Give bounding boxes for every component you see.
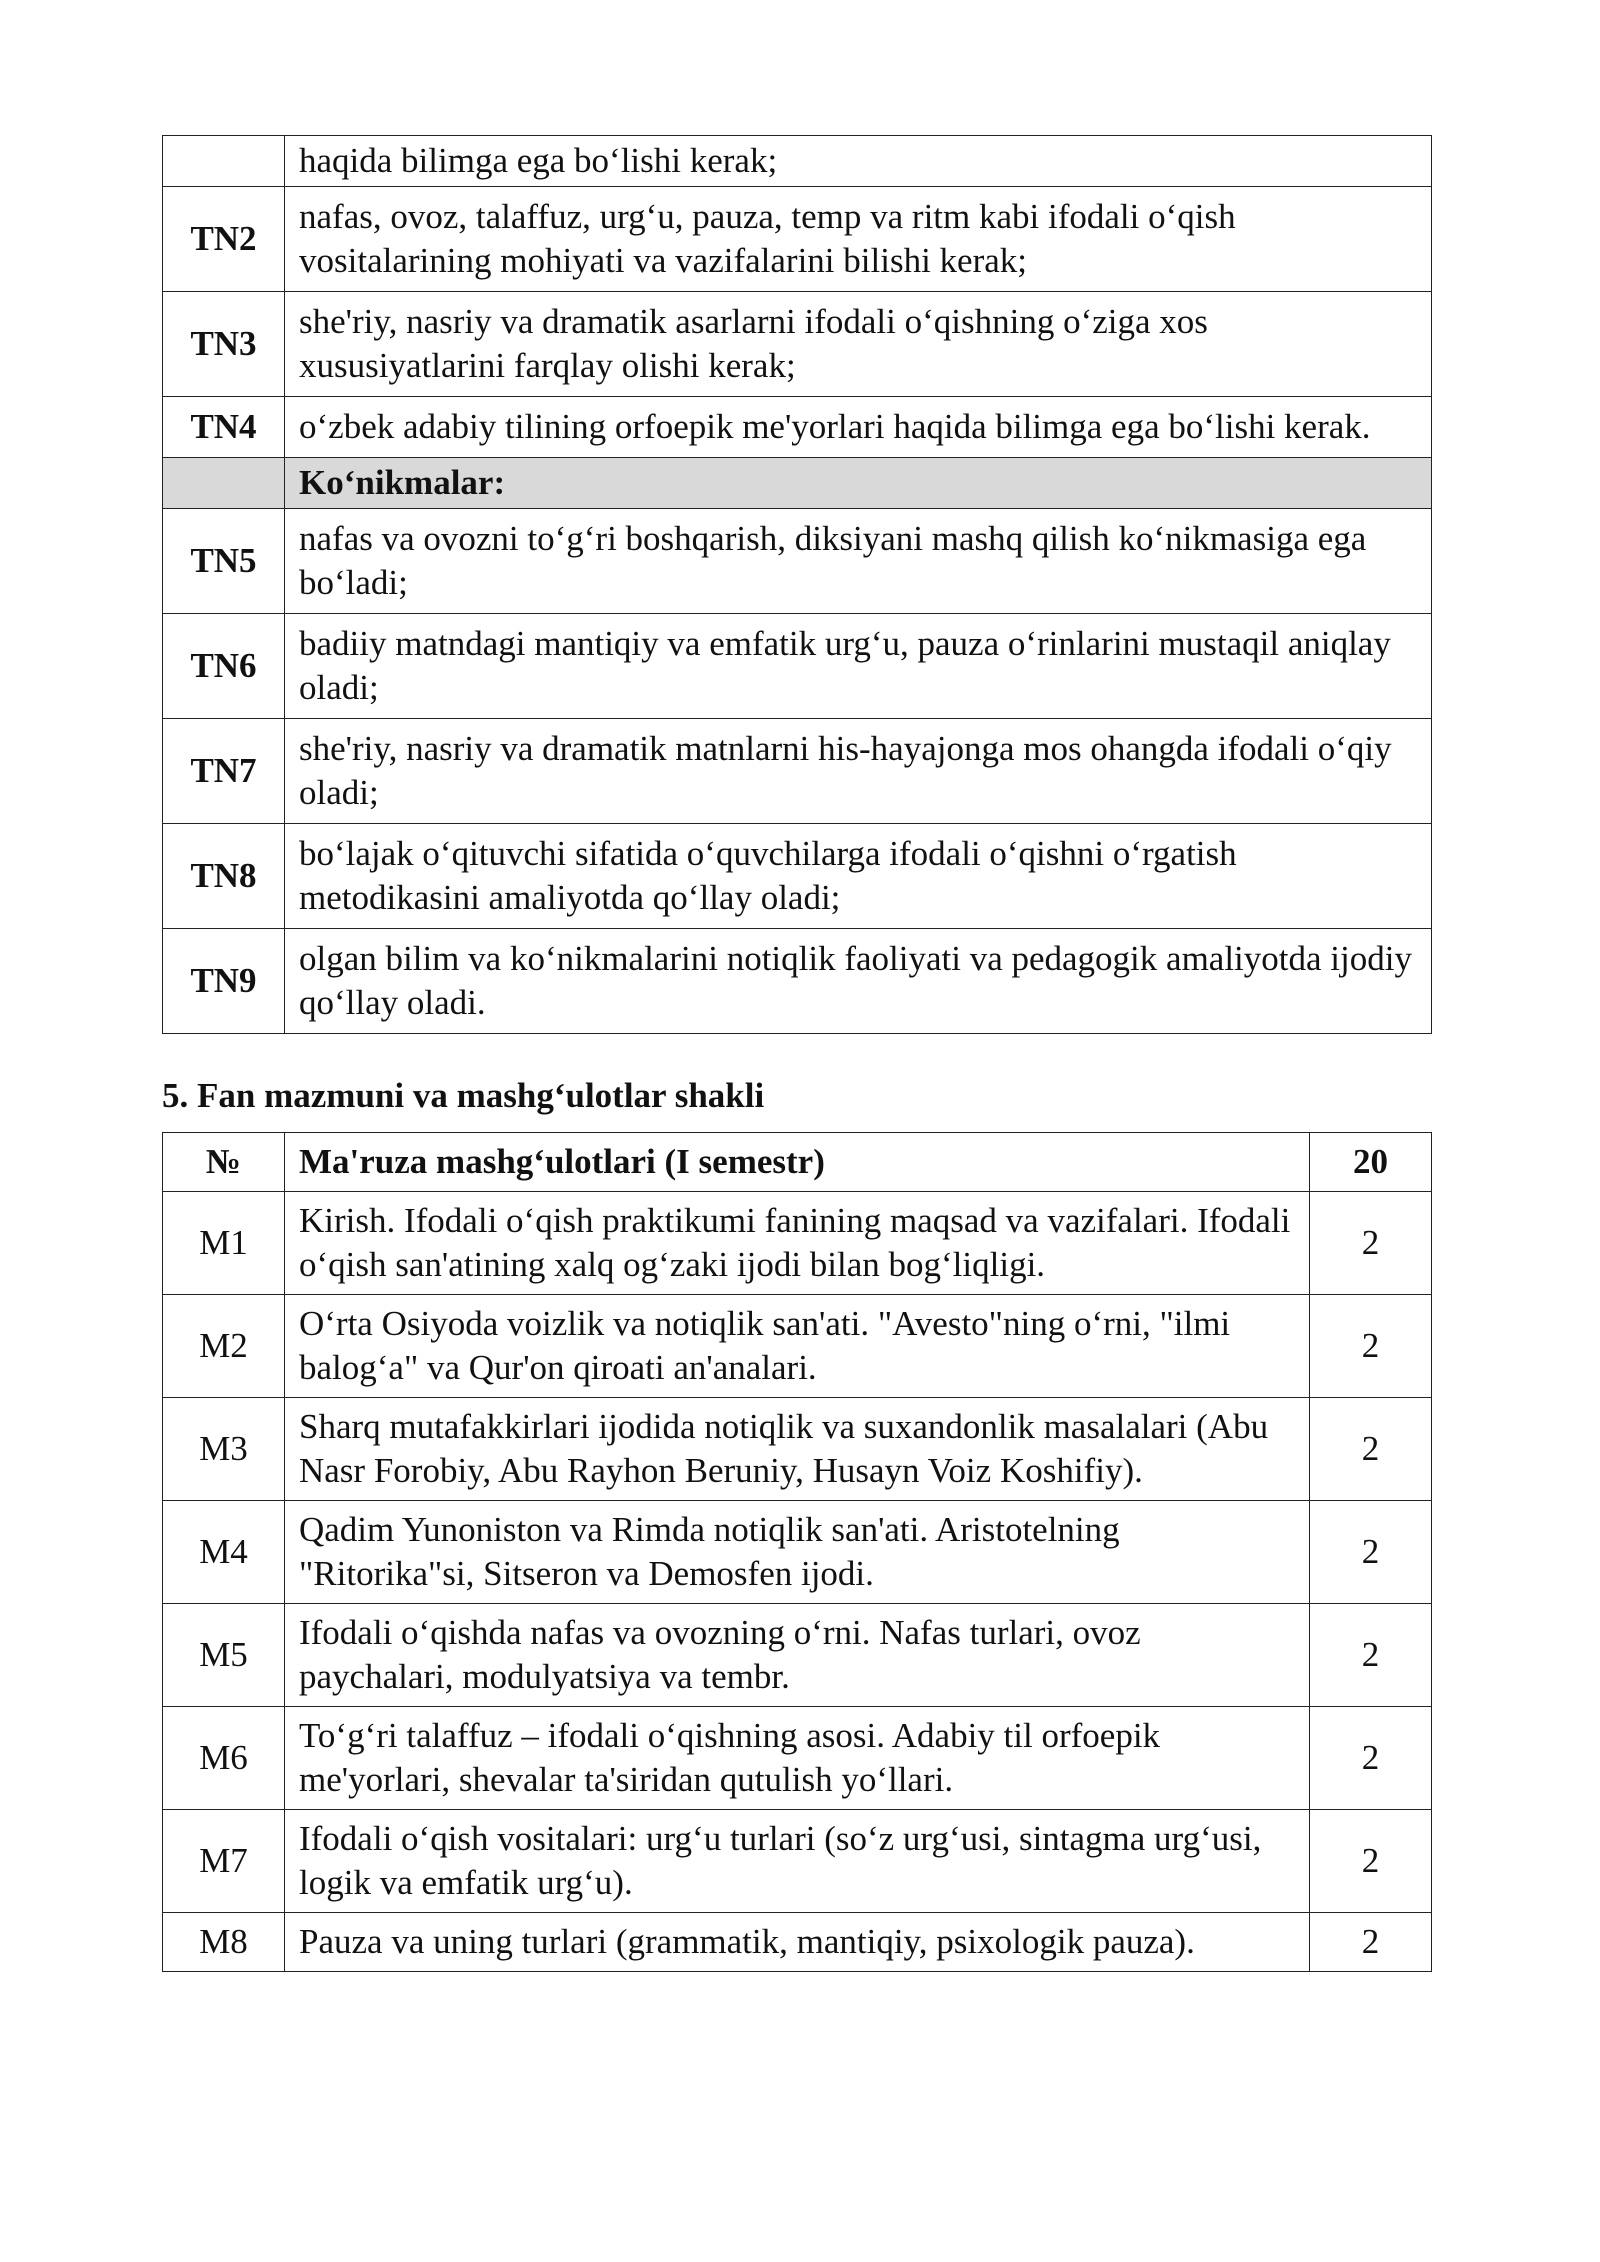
outcome-text: olgan bilim va ko‘nikmalarini notiqlik faoliyati va pedagogik amaliyotda ijodiy qo‘llay oladi.: [285, 929, 1432, 1034]
lecture-hours: 2: [1310, 1501, 1432, 1604]
outcome-code: [163, 136, 285, 187]
table-row: [163, 719, 1432, 824]
outcome-text: nafas va ovozni to‘g‘ri boshqarish, diksiyani mashq qilish ko‘nikmasiga ega bo‘ladi;: [285, 509, 1432, 614]
lecture-hours: 2: [1310, 1604, 1432, 1707]
lecture-hours: 2: [1310, 1192, 1432, 1295]
table-row: [163, 1398, 1432, 1501]
table-row: [163, 1604, 1432, 1707]
lecture-hours: 2: [1310, 1810, 1432, 1913]
lecture-number: M3: [163, 1398, 285, 1501]
lecture-hours: 2: [1310, 1398, 1432, 1501]
outcome-text: badiiy matndagi mantiqiy va emfatik urg‘u, pauza o‘rinlarini mustaqil aniqlay oladi;: [285, 614, 1432, 719]
outcome-code: TN3: [163, 292, 285, 397]
outcome-code: TN6: [163, 614, 285, 719]
lecture-topic: To‘g‘ri talaffuz – ifodali o‘qishning asosi. Adabiy til orfoepik me'yorlari, shevalar ta'siridan qutulish yo‘llari.: [285, 1707, 1310, 1810]
lecture-number: M2: [163, 1295, 285, 1398]
lecture-number: M5: [163, 1604, 285, 1707]
section-title: Ko‘nikmalar:: [285, 458, 1432, 509]
table-row: [163, 1707, 1432, 1810]
header-number: №: [163, 1133, 285, 1192]
lecture-topic: Qadim Yunoniston va Rimda notiqlik san'ati. Aristotelning "Ritorika"si, Sitseron va Demosfen ijodi.: [285, 1501, 1310, 1604]
table-row: [163, 397, 1432, 458]
lecture-topic: Kirish. Ifodali o‘qish praktikumi fanining maqsad va vazifalari. Ifodali o‘qish san'atining xalq og‘zaki ijodi bilan bog‘liqligi.: [285, 1192, 1310, 1295]
section-heading: 5. Fan mazmuni va mashg‘ulotlar shakli: [162, 1076, 765, 1115]
outcome-code: TN2: [163, 187, 285, 292]
table-row: [163, 187, 1432, 292]
lecture-number: M1: [163, 1192, 285, 1295]
header-title: Ma'ruza mashg‘ulotlari (I semestr): [285, 1133, 1310, 1192]
table-row: [163, 1913, 1432, 1972]
outcome-code: TN4: [163, 397, 285, 458]
learning-outcomes-table: [162, 135, 1432, 1034]
lecture-number: M7: [163, 1810, 285, 1913]
table-row: [163, 292, 1432, 397]
lecture-topic: Sharq mutafakkirlari ijodida notiqlik va suxandonlik masalalari (Abu Nasr Forobiy, Abu Rayhon Beruniy, Husayn Voiz Koshifiy).: [285, 1398, 1310, 1501]
outcome-text: she'riy, nasriy va dramatik asarlarni ifodali o‘qishning o‘ziga xos xususiyatlarini farqlay olishi kerak;: [285, 292, 1432, 397]
document-page: [162, 135, 1432, 1972]
table-row: [163, 1192, 1432, 1295]
lecture-schedule-table: [162, 1132, 1432, 1972]
outcome-text: nafas, ovoz, talaffuz, urg‘u, pauza, temp va ritm kabi ifodali o‘qish vositalarining mohiyati va vazifalarini bilishi kerak;: [285, 187, 1432, 292]
outcome-code: TN7: [163, 719, 285, 824]
table-row: [163, 614, 1432, 719]
lecture-topic: Ifodali o‘qishda nafas va ovozning o‘rni. Nafas turlari, ovoz paychalari, modulyatsiya va tembr.: [285, 1604, 1310, 1707]
table-row: [163, 1295, 1432, 1398]
outcome-code: TN5: [163, 509, 285, 614]
table-row: [163, 929, 1432, 1034]
table-row: [163, 136, 1432, 187]
lecture-topic: Ifodali o‘qish vositalari: urg‘u turlari (so‘z urg‘usi, sintagma urg‘usi, logik va emfatik urg‘u).: [285, 1810, 1310, 1913]
outcome-code: [163, 458, 285, 509]
lecture-hours: 2: [1310, 1707, 1432, 1810]
table-header-row: [163, 1133, 1432, 1192]
outcome-text: bo‘lajak o‘qituvchi sifatida o‘quvchilarga ifodali o‘qishni o‘rgatish metodikasini amaliyotda qo‘llay oladi;: [285, 824, 1432, 929]
section-row-skills: [163, 458, 1432, 509]
lecture-number: M8: [163, 1913, 285, 1972]
lecture-number: M4: [163, 1501, 285, 1604]
table-row: [163, 1501, 1432, 1604]
lecture-number: M6: [163, 1707, 285, 1810]
outcome-code: TN9: [163, 929, 285, 1034]
table-row: [163, 824, 1432, 929]
lecture-hours: 2: [1310, 1295, 1432, 1398]
outcome-text: she'riy, nasriy va dramatik matnlarni his-hayajonga mos ohangda ifodali o‘qiy oladi;: [285, 719, 1432, 824]
table-row: [163, 509, 1432, 614]
outcome-text: haqida bilimga ega bo‘lishi kerak;: [285, 136, 1432, 187]
outcome-code: TN8: [163, 824, 285, 929]
lecture-topic: Pauza va uning turlari (grammatik, mantiqiy, psixologik pauza).: [285, 1913, 1310, 1972]
lecture-hours: 2: [1310, 1913, 1432, 1972]
outcome-text: o‘zbek adabiy tilining orfoepik me'yorlari haqida bilimga ega bo‘lishi kerak.: [285, 397, 1432, 458]
table-row: [163, 1810, 1432, 1913]
header-hours: 20: [1310, 1133, 1432, 1192]
lecture-topic: O‘rta Osiyoda voizlik va notiqlik san'ati. "Avesto"ning o‘rni, "ilmi balog‘a" va Qur'on qiroati an'analari.: [285, 1295, 1310, 1398]
